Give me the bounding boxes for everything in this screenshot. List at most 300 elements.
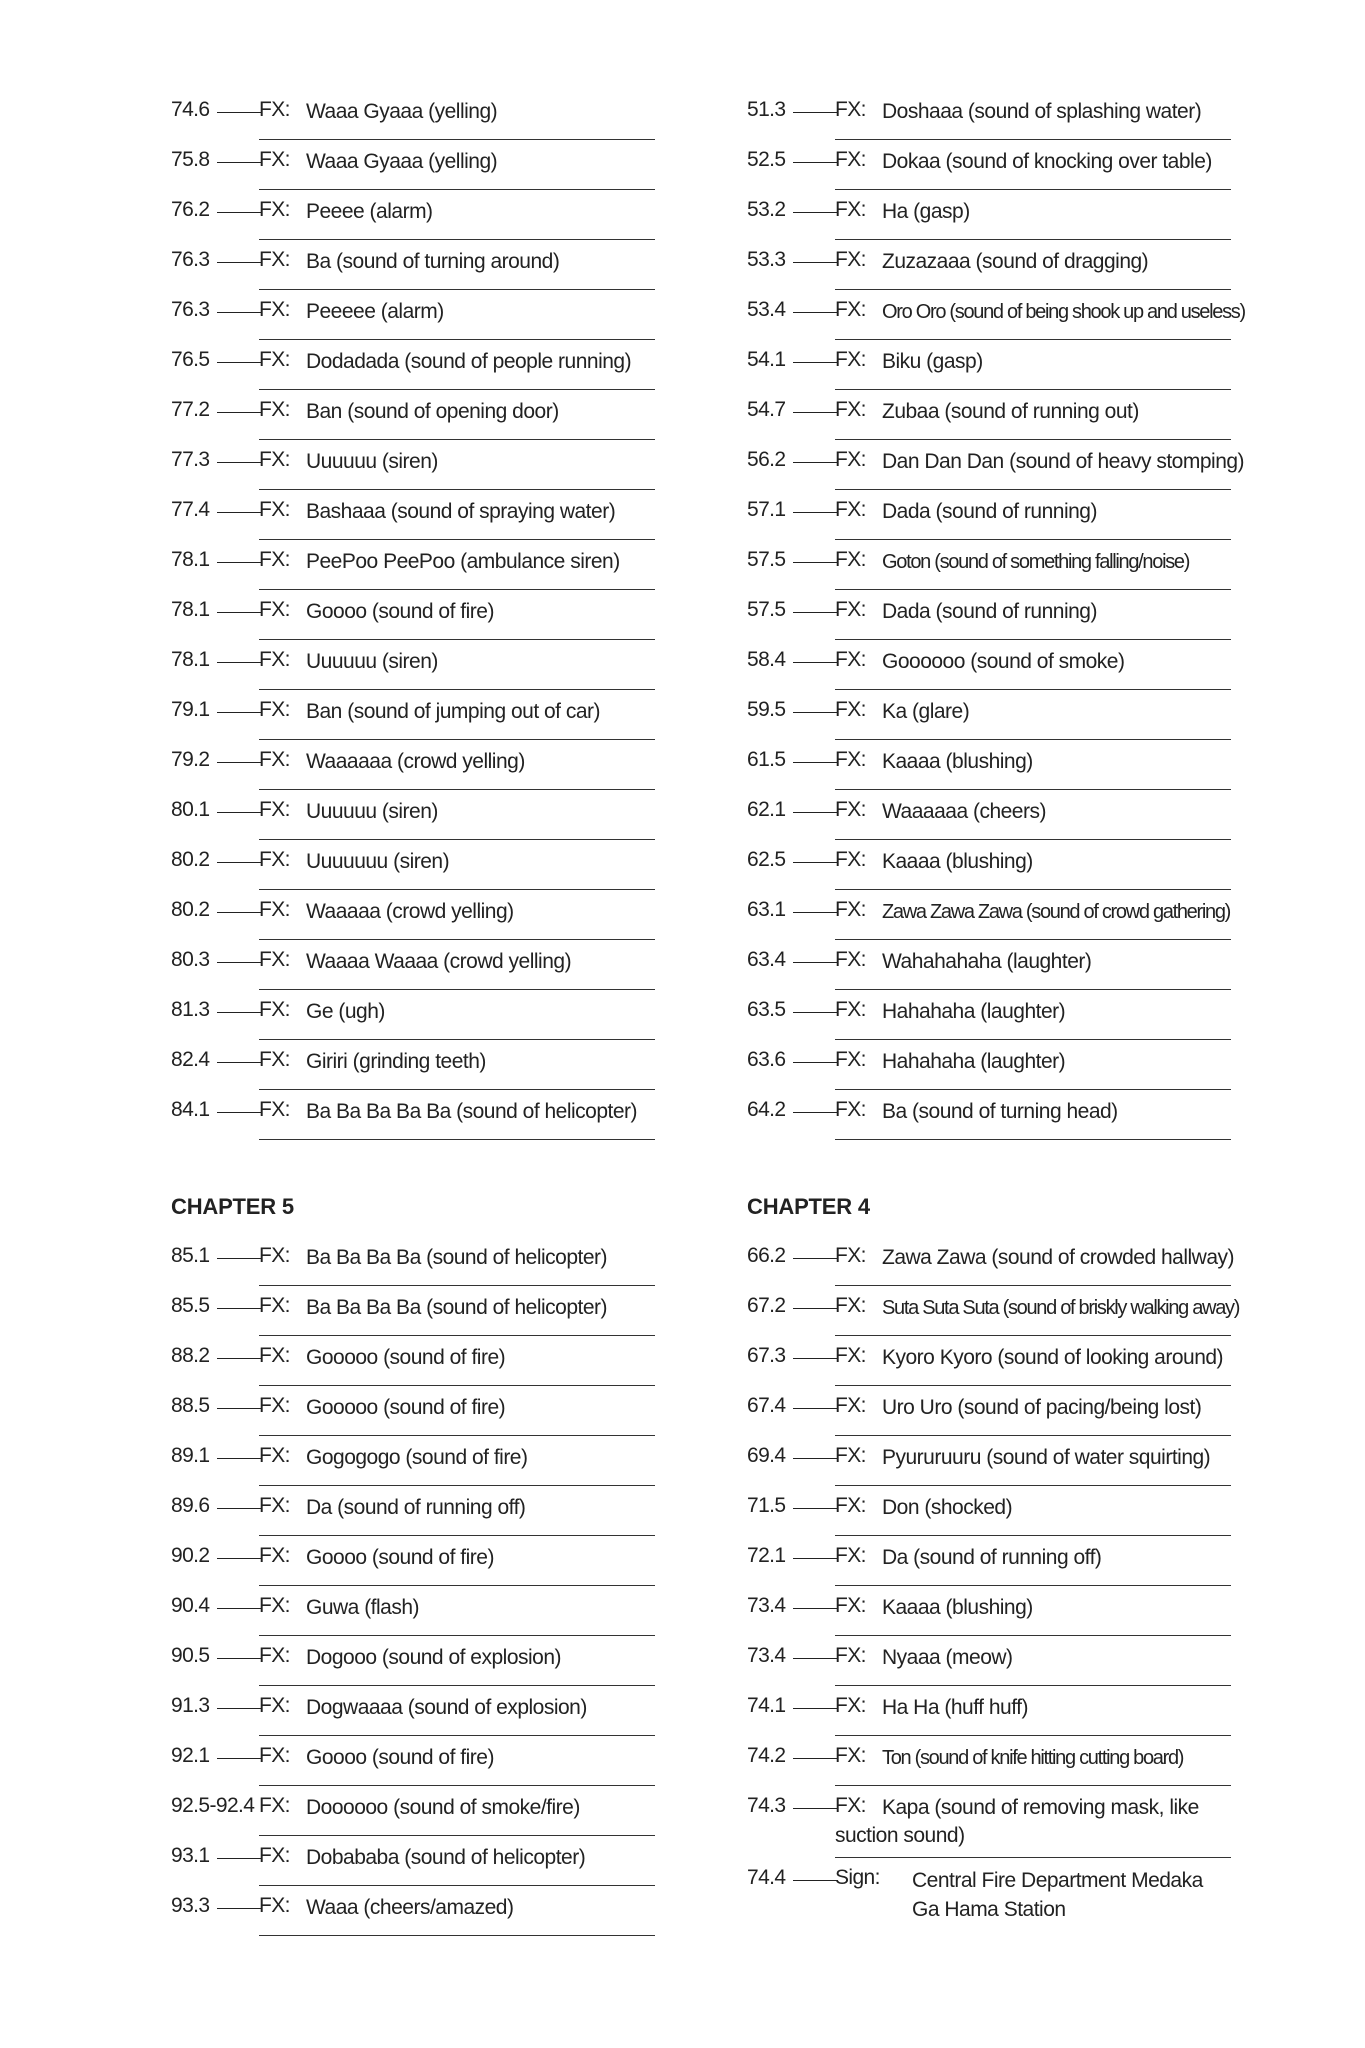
entry-ref: 77.2: [171, 398, 210, 421]
entry-text: Goton (sound of something falling/noise): [882, 551, 1190, 573]
entry-underline: [835, 639, 1231, 640]
entry-text: Da (sound of running off): [306, 1496, 526, 1519]
fx-entry: [747, 1092, 1231, 1142]
entry-dash: [217, 912, 262, 913]
entry-ref: 89.1: [171, 1444, 210, 1467]
fx-entry: [171, 292, 655, 342]
entry-underline: [835, 1685, 1231, 1686]
entry-underline: [835, 1435, 1231, 1436]
right-section-a: [747, 92, 1245, 1142]
entry-dash: [217, 1258, 262, 1259]
fx-entry: [171, 492, 655, 542]
entry-underline: [259, 1485, 655, 1486]
entry-dash: [793, 1880, 838, 1881]
entry-text: Uuuuuu (siren): [306, 650, 438, 673]
entry-text: Kapa (sound of removing mask, like suction sound): [835, 1796, 1199, 1847]
entry-label: FX:: [835, 1444, 866, 1467]
entry-underline: [259, 739, 655, 740]
entry-ref: 67.3: [747, 1344, 786, 1367]
entry-text: Zubaa (sound of running out): [882, 400, 1139, 423]
entry-text: Dada (sound of running): [882, 600, 1097, 623]
entry-underline: [259, 889, 655, 890]
entry-text: Goooo (sound of fire): [306, 1546, 494, 1569]
entry-underline: [835, 1635, 1231, 1636]
fx-entry: [171, 1042, 655, 1092]
entry-dash: [793, 562, 838, 563]
entry-underline: [259, 589, 655, 590]
entry-label: FX:: [259, 698, 290, 721]
entry-text: Waaa Gyaaa (yelling): [306, 150, 498, 173]
entry-underline: [835, 589, 1231, 590]
fx-entry: [747, 492, 1231, 542]
entry-label: FX:: [835, 1394, 866, 1417]
entry-ref: 63.1: [747, 898, 786, 921]
entry-ref: 93.3: [171, 1894, 210, 1917]
entry-underline: [835, 1385, 1231, 1386]
fx-entry: [171, 1338, 655, 1388]
entry-text: Uro Uro (sound of pacing/being lost): [882, 1396, 1202, 1419]
entry-text: Zuzazaaa (sound of dragging): [882, 250, 1149, 273]
fx-entry: [747, 1438, 1231, 1488]
entry-label: FX:: [835, 598, 866, 621]
fx-entry: [747, 592, 1231, 642]
entry-ref: 62.5: [747, 848, 786, 871]
entry-underline: [835, 289, 1231, 290]
entry-label: FX:: [259, 1794, 290, 1817]
fx-entry: [171, 392, 655, 442]
entry-label: FX:: [835, 848, 866, 871]
entry-dash: [793, 812, 838, 813]
entry-ref: 88.2: [171, 1344, 210, 1367]
entry-text: Gooooo (sound of fire): [306, 1346, 506, 1369]
entry-label: FX:: [835, 1244, 866, 1267]
entry-underline: [259, 989, 655, 990]
entry-underline: [259, 1735, 655, 1736]
entry-label: FX:: [259, 848, 290, 871]
entry-label: FX:: [259, 1844, 290, 1867]
entry-ref: 80.2: [171, 848, 210, 871]
entry-ref: 88.5: [171, 1394, 210, 1417]
entry-ref: 84.1: [171, 1098, 210, 1121]
entry-dash: [793, 1808, 838, 1809]
entry-text: Waaaaaa (crowd yelling): [306, 750, 525, 773]
entry-label: FX:: [259, 198, 290, 221]
entry-dash: [217, 1858, 262, 1859]
entry-dash: [793, 1408, 838, 1409]
entry-dash: [217, 1062, 262, 1063]
entry-label: FX:: [835, 348, 866, 371]
fx-entry: [747, 1738, 1231, 1788]
entry-ref: 77.4: [171, 498, 210, 521]
entry-ref: 59.5: [747, 698, 786, 721]
entry-underline: [259, 1039, 655, 1040]
fx-entry: [171, 1888, 655, 1938]
entry-text: Nyaaa (meow): [882, 1646, 1013, 1669]
entry-ref: 51.3: [747, 98, 786, 121]
entry-label: FX:: [259, 348, 290, 371]
entry-dash: [793, 612, 838, 613]
fx-entry: [171, 892, 655, 942]
right-section-b: [747, 1238, 1240, 1860]
entry-underline: [259, 1585, 655, 1586]
fx-entry: [171, 992, 655, 1042]
entry-ref: 74.2: [747, 1744, 786, 1767]
entry-text: Dogooo (sound of explosion): [306, 1646, 562, 1669]
fx-entry: [747, 1288, 1240, 1338]
entry-text: Dokaa (sound of knocking over table): [882, 150, 1212, 173]
entry-label: FX:: [259, 798, 290, 821]
entry-dash: [793, 462, 838, 463]
entry-ref: 62.1: [747, 798, 786, 821]
entry-label: FX:: [259, 1098, 290, 1121]
entry-text: Pyururuuru (sound of water squirting): [882, 1446, 1211, 1469]
entry-label: FX:: [259, 1894, 290, 1917]
entry-underline: [259, 539, 655, 540]
entry-text: Goooo (sound of fire): [306, 1746, 494, 1769]
entry-dash: [217, 112, 262, 113]
entry-text: Ba Ba Ba Ba (sound of helicopter): [306, 1296, 608, 1319]
entry-text: Uuuuuu (siren): [306, 450, 438, 473]
entry-label: FX:: [835, 1294, 866, 1317]
fx-entry: [171, 1638, 655, 1688]
entry-dash: [793, 1112, 838, 1113]
entry-dash: [217, 1608, 262, 1609]
entry-text: Ban (sound of jumping out of car): [306, 700, 601, 723]
entry-ref: 75.8: [171, 148, 210, 171]
entry-label: FX:: [259, 98, 290, 121]
entry-ref: 56.2: [747, 448, 786, 471]
entry-label: FX:: [259, 548, 290, 571]
chapter-heading-left: [171, 1142, 655, 1238]
entry-ref: 74.1: [747, 1694, 786, 1717]
entry-dash: [217, 1558, 262, 1559]
entry-underline: [259, 1435, 655, 1436]
fx-entry: [171, 1288, 655, 1338]
fx-entry: [747, 442, 1245, 492]
entry-underline: [835, 1039, 1231, 1040]
entry-dash: [217, 1758, 262, 1759]
entry-ref: 63.5: [747, 998, 786, 1021]
entry-text: Dobababa (sound of helicopter): [306, 1846, 586, 1869]
entry-dash: [793, 1658, 838, 1659]
entry-underline: [835, 1285, 1231, 1286]
entry-underline: [835, 989, 1231, 990]
fx-entry: [747, 742, 1231, 792]
fx-entry: [171, 742, 655, 792]
entry-underline: [259, 339, 655, 340]
entry-label: FX:: [835, 1794, 866, 1817]
entry-ref: 74.6: [171, 98, 210, 121]
entry-underline: [259, 439, 655, 440]
fx-entry: [747, 342, 1231, 392]
entry-underline: [835, 939, 1231, 940]
fx-entry: [171, 1838, 655, 1888]
entry-label: FX:: [259, 598, 290, 621]
fx-entry: [171, 92, 655, 142]
entry-ref: 69.4: [747, 1444, 786, 1467]
entry-label: FX:: [835, 498, 866, 521]
fx-entry: [171, 1238, 655, 1288]
entry-label: FX:: [835, 398, 866, 421]
entry-text: Hahahaha (laughter): [882, 1000, 1066, 1023]
fx-entry: [747, 92, 1231, 142]
entry-underline: [835, 839, 1231, 840]
entry-dash: [217, 962, 262, 963]
fx-entry: [171, 1738, 655, 1788]
entry-label: FX:: [835, 148, 866, 171]
entry-ref: 73.4: [747, 1594, 786, 1617]
entry-dash: [793, 1508, 838, 1509]
entry-text: Uuuuuuu (siren): [306, 850, 450, 873]
entry-underline: [259, 239, 655, 240]
entry-ref: 54.1: [747, 348, 786, 371]
entry-label: FX:: [259, 1644, 290, 1667]
entry-label: FX:: [835, 1494, 866, 1517]
fx-entry: [747, 1688, 1231, 1738]
entry-text: Waaa (cheers/amazed): [306, 1896, 514, 1919]
entry-dash: [217, 862, 262, 863]
entry-label: FX:: [835, 1744, 866, 1767]
entry-text: Don (shocked): [882, 1496, 1013, 1519]
entry-dash: [793, 1708, 838, 1709]
entry-ref: 76.3: [171, 298, 210, 321]
entry-dash: [793, 712, 838, 713]
entry-ref: 76.3: [171, 248, 210, 271]
fx-entry: [747, 992, 1231, 1042]
entry-underline: [835, 189, 1231, 190]
entry-label: FX:: [259, 1544, 290, 1567]
entry-dash: [793, 112, 838, 113]
entry-dash: [217, 712, 262, 713]
entry-dash: [793, 762, 838, 763]
entry-text: Dodadada (sound of people running): [306, 350, 632, 373]
entry-ref: 57.5: [747, 598, 786, 621]
fx-entry: [747, 242, 1231, 292]
entry-dash: [793, 412, 838, 413]
entry-dash: [217, 1012, 262, 1013]
entry-label: FX:: [259, 1444, 290, 1467]
fx-entry: [171, 1688, 655, 1738]
entry-text: Waaa Gyaaa (yelling): [306, 100, 498, 123]
entry-ref: 54.7: [747, 398, 786, 421]
entry-underline: [835, 1857, 1231, 1858]
entry-underline: [835, 789, 1231, 790]
entry-ref: 74.4: [747, 1866, 786, 1889]
entry-label: FX:: [835, 1544, 866, 1567]
fx-entry: [747, 1538, 1231, 1588]
entry-underline: [259, 389, 655, 390]
entry-label: FX:: [259, 448, 290, 471]
fx-entry: [747, 692, 1231, 742]
fx-entry: [171, 142, 655, 192]
entry-label: FX:: [259, 1594, 290, 1617]
fx-entry: [747, 542, 1231, 592]
chapter-title: CHAPTER 4: [747, 1194, 870, 1219]
entry-underline: [835, 239, 1231, 240]
entry-dash: [793, 512, 838, 513]
entry-label: FX:: [259, 998, 290, 1021]
entry-label: FX:: [835, 98, 866, 121]
entry-ref: 78.1: [171, 648, 210, 671]
entry-ref: 89.6: [171, 1494, 210, 1517]
entry-dash: [793, 912, 838, 913]
entry-dash: [793, 1258, 838, 1259]
fx-entry: [747, 1388, 1231, 1438]
entry-text: Ka (glare): [882, 700, 970, 723]
entry-underline: [835, 439, 1231, 440]
entry-text: Dogwaaaa (sound of explosion): [306, 1696, 587, 1719]
entry-label: FX:: [259, 898, 290, 921]
entry-underline: [835, 389, 1231, 390]
entry-ref: 76.2: [171, 198, 210, 221]
fx-entry: [747, 1488, 1231, 1538]
entry-underline: [259, 1785, 655, 1786]
entry-underline: [259, 139, 655, 140]
entry-ref: 53.4: [747, 298, 786, 321]
entry-text: Zawa Zawa Zawa (sound of crowd gathering): [882, 901, 1230, 923]
entry-text: Wahahahaha (laughter): [882, 950, 1092, 973]
fx-entry: [171, 692, 655, 742]
entry-underline: [259, 189, 655, 190]
entry-text: Waaaaa (crowd yelling): [306, 900, 514, 923]
entry-dash: [217, 1658, 262, 1659]
fx-entry: [171, 242, 655, 292]
entry-underline: [259, 289, 655, 290]
entry-label: FX:: [835, 1098, 866, 1121]
entry-dash: [217, 762, 262, 763]
entry-underline: [835, 889, 1231, 890]
entry-text: Ba Ba Ba Ba Ba (sound of helicopter): [306, 1100, 638, 1123]
entry-label: FX:: [835, 1644, 866, 1667]
right-column: [747, 92, 1245, 1932]
entry-text: Biku (gasp): [882, 350, 983, 373]
entry-dash: [793, 1012, 838, 1013]
entry-text: Peeeee (alarm): [306, 300, 444, 323]
left-section-a: [171, 92, 655, 1142]
entry-text: Giriri (grinding teeth): [306, 1050, 486, 1073]
fx-entry: [171, 1588, 655, 1638]
entry-ref: 63.4: [747, 948, 786, 971]
entry-text: Ba Ba Ba Ba (sound of helicopter): [306, 1246, 608, 1269]
entry-ref: 57.5: [747, 548, 786, 571]
entry-dash: [793, 312, 838, 313]
entry-underline: [835, 1735, 1231, 1736]
fx-entry: [171, 1388, 655, 1438]
entry-text: Kaaaa (blushing): [882, 850, 1033, 873]
fx-entry: [171, 542, 655, 592]
fx-entry: [171, 1788, 655, 1838]
entry-label: FX:: [835, 698, 866, 721]
entry-label: FX:: [259, 1744, 290, 1767]
entry-ref: 79.1: [171, 698, 210, 721]
entry-dash: [793, 1458, 838, 1459]
entry-dash: [217, 612, 262, 613]
entry-dash: [793, 1758, 838, 1759]
entry-label: FX:: [259, 948, 290, 971]
entry-text: Suta Suta Suta (sound of briskly walking away): [882, 1297, 1240, 1319]
entry-underline: [259, 839, 655, 840]
entry-dash: [217, 512, 262, 513]
entry-underline: [835, 1585, 1231, 1586]
entry-ref: 80.1: [171, 798, 210, 821]
fx-entry: [171, 842, 655, 892]
entry-underline: [259, 1385, 655, 1386]
entry-text: Ge (ugh): [306, 1000, 385, 1023]
fx-entry: [747, 842, 1231, 892]
entry-underline: [835, 1785, 1231, 1786]
entry-label: FX:: [259, 1294, 290, 1317]
entry-underline: [835, 139, 1231, 140]
fx-entry: [747, 1588, 1231, 1638]
entry-text: Doshaaa (sound of splashing water): [882, 100, 1202, 123]
fx-entry: [747, 642, 1231, 692]
entry-text: Goooo (sound of fire): [306, 600, 494, 623]
entry-ref: 58.4: [747, 648, 786, 671]
entry-dash: [793, 1358, 838, 1359]
entry-ref: 72.1: [747, 1544, 786, 1567]
entry-underline: [259, 689, 655, 690]
entry-dash: [217, 1508, 262, 1509]
entry-text: Da (sound of running off): [882, 1546, 1102, 1569]
entry-label: FX:: [835, 298, 866, 321]
entry-label: FX:: [835, 248, 866, 271]
entry-label: FX:: [259, 398, 290, 421]
entry-label: FX:: [835, 748, 866, 771]
entry-ref: 81.3: [171, 998, 210, 1021]
entry-ref: 57.1: [747, 498, 786, 521]
entry-ref: 82.4: [171, 1048, 210, 1071]
entry-underline: [835, 1089, 1231, 1090]
entry-label: FX:: [835, 1694, 866, 1717]
entry-text: Kaaaa (blushing): [882, 1596, 1033, 1619]
entry-dash: [793, 1558, 838, 1559]
entry-dash: [217, 1358, 262, 1359]
entry-dash: [217, 262, 262, 263]
entry-ref: 90.5: [171, 1644, 210, 1667]
entry-text: Peeee (alarm): [306, 200, 433, 223]
entry-label: FX:: [835, 948, 866, 971]
entry-text: Ban (sound of opening door): [306, 400, 559, 423]
entry-label: FX:: [259, 1694, 290, 1717]
entry-dash: [217, 1308, 262, 1309]
entry-underline: [835, 489, 1231, 490]
entry-underline: [835, 1335, 1231, 1336]
entry-underline: [259, 1139, 655, 1140]
fx-entry: [747, 792, 1231, 842]
entry-underline: [835, 739, 1231, 740]
entry-underline: [259, 939, 655, 940]
entry-ref: 64.2: [747, 1098, 786, 1121]
entry-ref: 63.6: [747, 1048, 786, 1071]
fx-entry: [747, 392, 1231, 442]
entry-ref: 90.4: [171, 1594, 210, 1617]
entry-text: Waaaaaa (cheers): [882, 800, 1046, 823]
entry-dash: [217, 562, 262, 563]
entry-text: Gooooo (sound of fire): [306, 1396, 506, 1419]
entry-ref: 78.1: [171, 548, 210, 571]
fx-entry: [747, 1338, 1231, 1388]
entry-label: FX:: [835, 1594, 866, 1617]
entry-text: Goooooo (sound of smoke): [882, 650, 1125, 673]
entry-dash: [793, 1308, 838, 1309]
entry-label: FX:: [259, 498, 290, 521]
entry-label: FX:: [259, 748, 290, 771]
entry-dash: [217, 1458, 262, 1459]
fx-entry: [171, 592, 655, 642]
fx-entry: [747, 1788, 1231, 1860]
entry-dash: [793, 1608, 838, 1609]
entry-underline: [259, 1935, 655, 1936]
